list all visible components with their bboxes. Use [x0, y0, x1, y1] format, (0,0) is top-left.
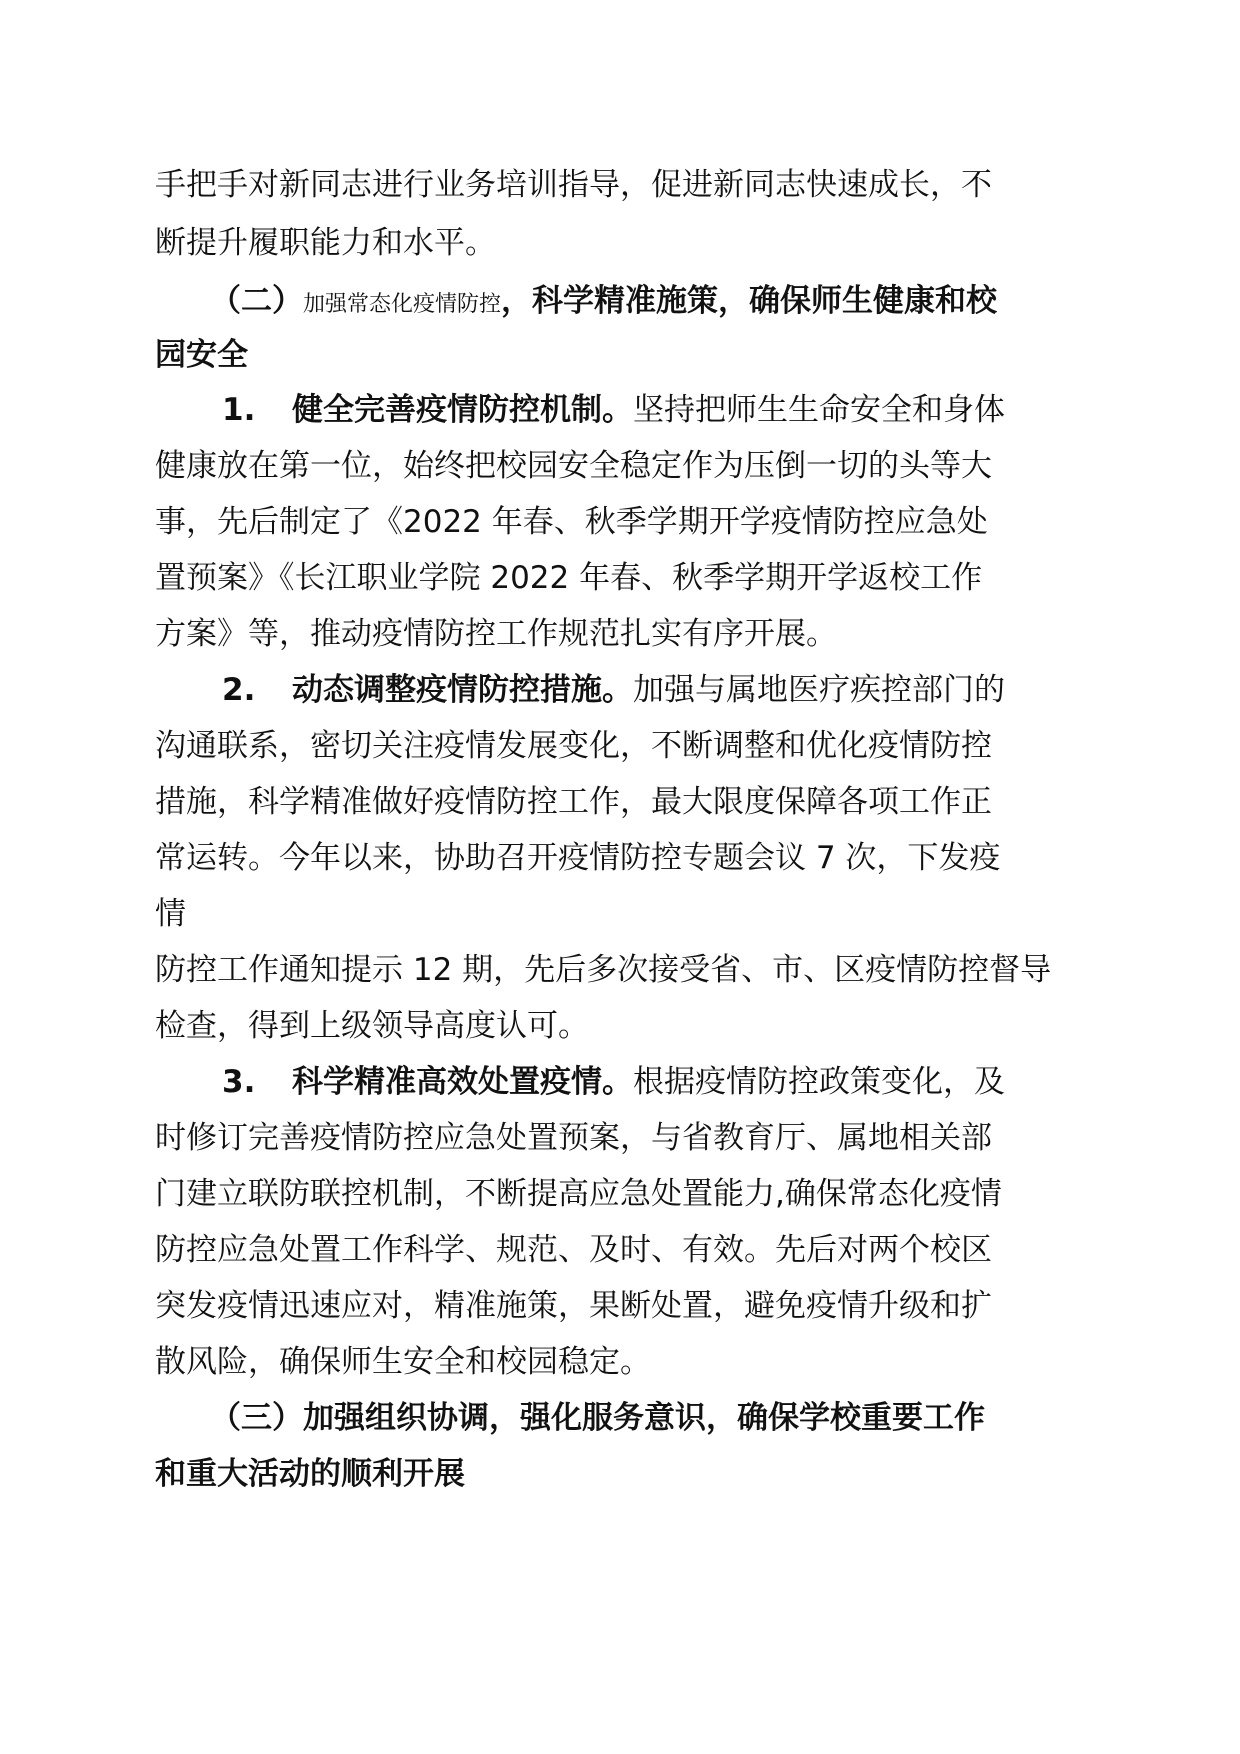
item-text: 坚持把师生生命安全和身体 [633, 392, 1005, 428]
para-line: 手把手对新同志进行业务培训指导，促进新同志快速成长，不 [155, 167, 992, 203]
item-text: 加强与属地医疗疾控部门的 [633, 672, 1005, 708]
para-line: 检查，得到上级领导高度认可。 [155, 1008, 589, 1044]
section-heading-2 [210, 281, 997, 325]
para-line: 突发疫情迅速应对，精准施策，果断处置，避免疫情升级和扩 [155, 1288, 992, 1324]
item-number: 1. [222, 392, 256, 428]
para-line: 散风险，确保师生安全和校园稳定。 [155, 1344, 651, 1380]
item-title: 健全完善疫情防控机制。 [292, 392, 633, 428]
item-title: 动态调整疫情防控措施。 [292, 672, 633, 708]
section-heading-3-line2: 和重大活动的顺利开展 [155, 1456, 465, 1492]
para-line: 事，先后制定了《2022 年春、秋季学期开学疫情防控应急处 [155, 504, 988, 540]
para-line: 防控应急处置工作科学、规范、及时、有效。先后对两个校区 [155, 1232, 992, 1268]
para-line: 防控工作通知提示 12 期，先后多次接受省、市、区疫情防控督导 [155, 952, 1052, 988]
para-line: 情 [155, 896, 186, 932]
para-line: 措施，科学精准做好疫情防控工作，最大限度保障各项工作正 [155, 784, 992, 820]
item-2-first-line [222, 670, 1005, 710]
heading-small-text: 加强常态化疫情防控 [303, 292, 502, 317]
item-number: 2. [222, 672, 256, 708]
item-number: 3. [222, 1064, 256, 1100]
para-line: 断提升履职能力和水平。 [155, 225, 496, 261]
item-3-first-line [222, 1062, 1005, 1102]
item-text: 根据疫情防控政策变化，及 [633, 1064, 1005, 1100]
section-heading-2-line2: 园安全 [155, 337, 248, 373]
heading-bold-text: ，科学精准施策，确保师生健康和校 [501, 283, 998, 319]
para-line: 沟通联系，密切关注疫情发展变化，不断调整和优化疫情防控 [155, 728, 992, 764]
para-line: 方案》等，推动疫情防控工作规范扎实有序开展。 [155, 616, 837, 652]
para-line: 时修订完善疫情防控应急处置预案，与省教育厅、属地相关部 [155, 1120, 992, 1156]
para-line: 常运转。今年以来，协助召开疫情防控专题会议 7 次，下发疫 [155, 840, 1001, 876]
para-line: 置预案》《长江职业学院 2022 年春、秋季学期开学返校工作 [155, 560, 983, 596]
para-line: 门建立联防联控机制，不断提高应急处置能力,确保常态化疫情 [155, 1176, 1002, 1212]
item-title: 科学精准高效处置疫情。 [292, 1064, 633, 1100]
section-heading-3: （三）加强组织协调，强化服务意识，确保学校重要工作 [210, 1400, 985, 1436]
para-line: 健康放在第一位，始终把校园安全稳定作为压倒一切的头等大 [155, 448, 992, 484]
heading-prefix: （二） [210, 283, 303, 319]
item-1-first-line [222, 390, 1005, 430]
